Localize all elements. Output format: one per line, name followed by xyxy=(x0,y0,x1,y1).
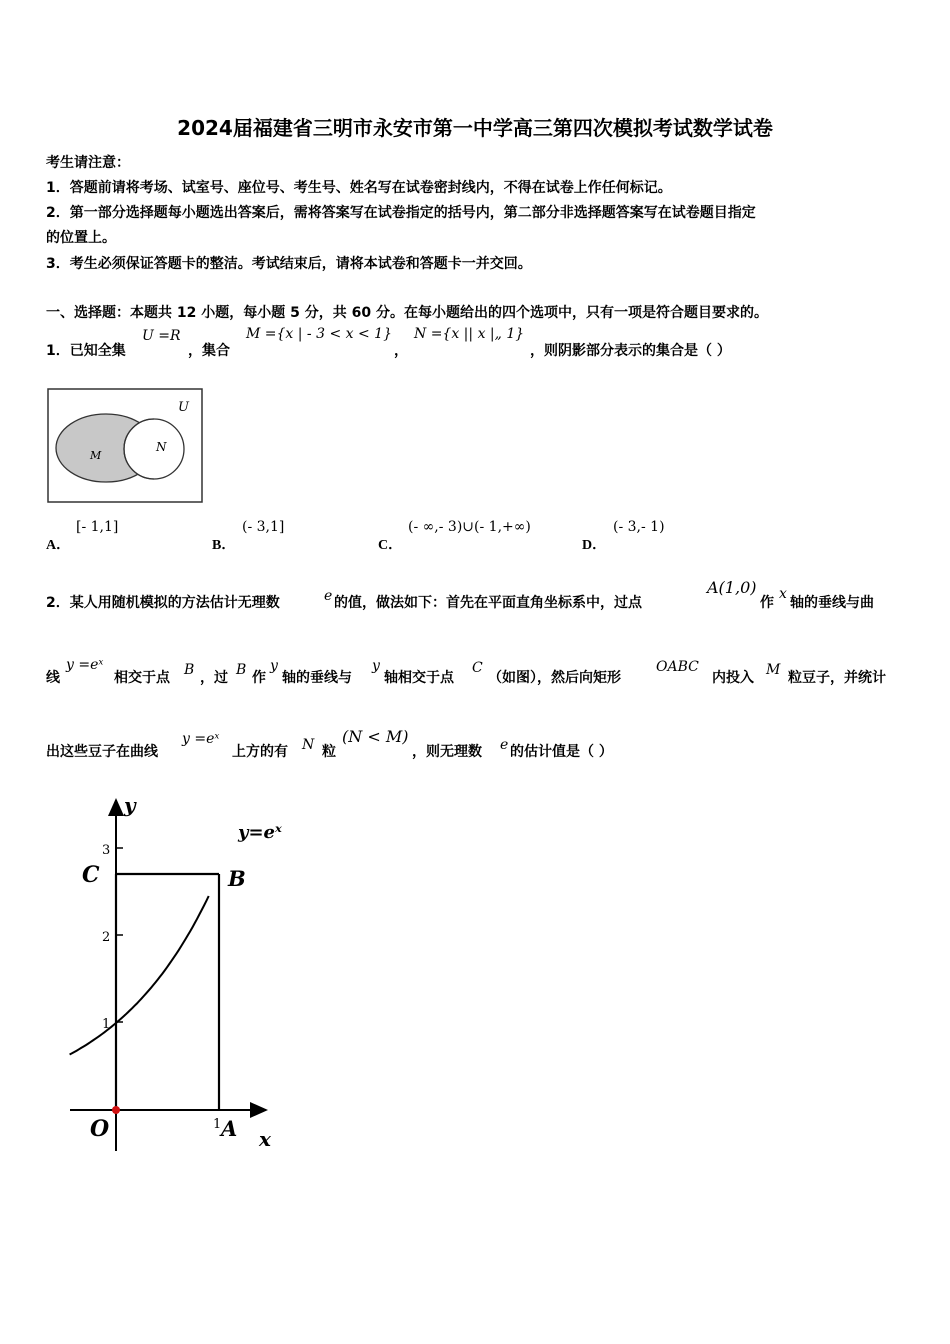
q2-text: 粒豆子，并统计 xyxy=(788,670,886,686)
q1-prefix: 1．已知全集 xyxy=(46,343,126,359)
venn-diagram xyxy=(46,387,204,504)
point-b-label: B xyxy=(228,866,246,891)
q2-math-e: e xyxy=(500,737,509,753)
q2-curve: y =eˣ xyxy=(182,731,220,747)
q1-mid-text: ，集合 xyxy=(188,343,230,359)
q2-math-m: M xyxy=(766,662,781,678)
venn-label-u: U xyxy=(178,400,189,415)
point-c-label: C xyxy=(82,862,100,888)
q1-universal-set: U =R xyxy=(142,328,181,344)
curve-label: y=eˣ xyxy=(238,822,282,843)
option-a-value: [- 1,1] xyxy=(76,519,119,535)
tick-label-y-1: 1 xyxy=(102,1017,111,1032)
point-a-label: A xyxy=(221,1116,238,1141)
tick-label-y-3: 3 xyxy=(102,843,111,858)
q2-text: ，则无理数 xyxy=(412,744,482,760)
notice-item: 2．第一部分选择题每小题选出答案后，需将答案写在试卷指定的括号内，第二部分非选择题答案写在试卷题目指定 xyxy=(46,205,756,221)
option-a-letter[interactable]: A． xyxy=(46,538,71,553)
exponential-figure xyxy=(66,786,306,1156)
q2-math-b: B xyxy=(184,662,195,678)
q2-text: 粒 xyxy=(322,744,336,760)
q2-text: 线 xyxy=(46,670,60,686)
q2-math-x: x xyxy=(779,586,787,602)
q2-text: 轴的垂线与曲 xyxy=(790,595,874,611)
tick-label-y-2: 2 xyxy=(102,930,111,945)
page-title: 2024届福建省三明市永安市第一中学高三第四次模拟考试数学试卷 xyxy=(177,116,773,140)
q2-curve: y =eˣ xyxy=(66,657,104,673)
notice-item: 的位置上。 xyxy=(46,230,116,246)
q1-comma: ， xyxy=(394,343,408,359)
q2-condition: (N < M) xyxy=(342,727,409,746)
q2-text: 2．某人用随机模拟的方法估计无理数 xyxy=(46,595,280,611)
q2-math-y: y xyxy=(270,658,278,674)
option-c-letter[interactable]: C． xyxy=(378,538,403,553)
q2-text: 相交于点 xyxy=(114,670,170,686)
x-axis-label: x xyxy=(259,1127,271,1151)
q2-math-n: N xyxy=(302,737,315,753)
q2-math-b: B xyxy=(236,662,247,678)
tick-label-x-1: 1 xyxy=(213,1117,222,1132)
q2-point-a: A(1,0) xyxy=(707,578,757,597)
option-c-value: (- ∞,- 3)∪(- 1,+∞) xyxy=(408,519,531,535)
q2-rect: OABC xyxy=(656,659,699,675)
option-d-value: (- 3,- 1) xyxy=(613,519,665,535)
q2-text: 的值，做法如下：首先在平面直角坐标系中，过点 xyxy=(334,595,642,611)
venn-label-m: M xyxy=(90,449,102,462)
q2-math-e: e xyxy=(324,588,333,604)
q2-text: 出这些豆子在曲线 xyxy=(46,744,158,760)
option-d-letter[interactable]: D． xyxy=(582,538,607,553)
venn-label-n: N xyxy=(156,440,167,454)
q2-text: 轴的垂线与 xyxy=(282,670,352,686)
section-heading: 一、选择题：本题共 12 小题，每小题 5 分，共 60 分。在每小题给出的四个选项中，只有一项是符合题目要求的。 xyxy=(46,305,768,321)
q2-text: 内投入 xyxy=(712,670,754,686)
option-b-letter[interactable]: B． xyxy=(212,538,236,553)
exp-curve xyxy=(70,896,209,1055)
option-b-value: (- 3,1] xyxy=(242,519,285,535)
q2-text: 作 xyxy=(252,670,266,686)
origin-dot xyxy=(112,1106,120,1114)
notice-heading: 考生请注意： xyxy=(46,155,130,171)
q1-set-m: M ={x | - 3 < x < 1} xyxy=(246,326,392,342)
q1-set-n: N ={x || x |„ 1} xyxy=(414,326,525,342)
q2-text: 作 xyxy=(760,595,774,611)
q2-math-c: C xyxy=(472,660,483,676)
q1-suffix: ，则阴影部分表示的集合是（ ） xyxy=(530,343,731,359)
q2-text: （如图），然后向矩形 xyxy=(488,670,621,686)
notice-item: 1．答题前请将考场、试室号、座位号、考生号、姓名写在试卷密封线内，不得在试卷上作任何标记。 xyxy=(46,180,672,196)
y-axis-label: y xyxy=(124,793,136,817)
origin-label: O xyxy=(90,1116,110,1142)
q2-text: 的估计值是（ ） xyxy=(510,744,613,760)
notice-item: 3．考生必须保证答题卡的整洁。考试结束后，请将本试卷和答题卡一并交回。 xyxy=(46,256,532,272)
q2-text: 上方的有 xyxy=(232,744,288,760)
q2-text: ，过 xyxy=(200,670,228,686)
q2-math-y: y xyxy=(372,658,380,674)
q2-text: 轴相交于点 xyxy=(384,670,454,686)
